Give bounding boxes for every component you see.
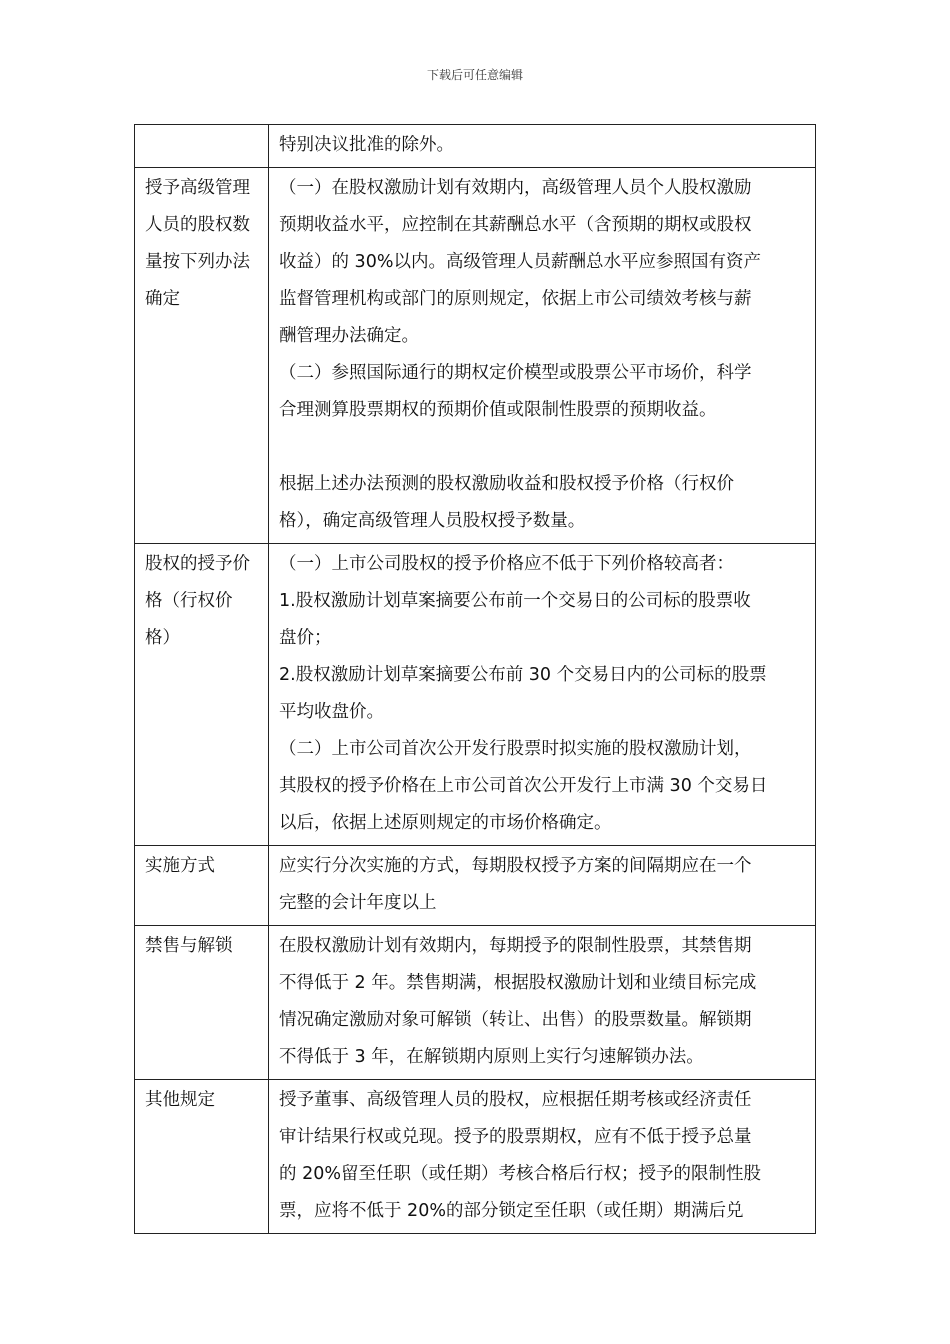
text-line: （一）在股权激励计划有效期内，高级管理人员个人股权激励	[279, 178, 752, 198]
label-line: 人员的股权数	[145, 215, 250, 235]
text-line: 情况确定激励对象可解锁（转让、出售）的股票数量。解锁期	[279, 1010, 752, 1030]
text-line: 盘价；	[279, 628, 332, 648]
row-content	[269, 926, 816, 1080]
row-content	[269, 1080, 816, 1234]
text-line: 的 20%留至任职（或任期）考核合格后行权；授予的限制性股	[279, 1164, 761, 1184]
text-line: （二）参照国际通行的期权定价模型或股票公平市场价，科学	[279, 363, 752, 383]
page-header: 下载后可任意编辑	[426, 68, 523, 82]
label-line: 禁售与解锁	[145, 936, 233, 956]
label-line: 授予高级管理	[145, 178, 250, 198]
table-row	[135, 846, 816, 926]
text-line: （二）上市公司首次公开发行股票时拟实施的股权激励计划，	[279, 739, 752, 759]
text-line: 根据上述办法预测的股权激励收益和股权授予价格（行权价	[279, 474, 734, 494]
table-row	[135, 926, 816, 1080]
row-content	[269, 125, 816, 168]
row-label	[135, 1080, 269, 1234]
row-label	[135, 544, 269, 846]
text-line: 其股权的授予价格在上市公司首次公开发行上市满 30 个交易日	[279, 776, 768, 796]
text-line: 1.股权激励计划草案摘要公布前一个交易日的公司标的股票收	[279, 591, 751, 611]
text-line: 特别决议批准的除外。	[279, 135, 454, 155]
label-line: 量按下列办法	[145, 252, 250, 272]
text-line: （一）上市公司股权的授予价格应不低于下列价格较高者：	[279, 554, 734, 574]
row-label	[135, 168, 269, 544]
table-row	[135, 125, 816, 168]
label-line: 格（行权价	[145, 591, 233, 611]
text-line: 格），确定高级管理人员股权授予数量。	[279, 511, 586, 531]
text-line: 监督管理机构或部门的原则规定，依据上市公司绩效考核与薪	[279, 289, 752, 309]
blank-line	[279, 429, 806, 466]
label-line: 股权的授予价	[145, 554, 250, 574]
text-line: 完整的会计年度以上	[279, 893, 437, 913]
text-line: 不得低于 2 年。禁售期满，根据股权激励计划和业绩目标完成	[279, 973, 757, 993]
row-label	[135, 846, 269, 926]
text-line: 平均收盘价。	[279, 702, 384, 722]
row-content	[269, 846, 816, 926]
text-line: 授予董事、高级管理人员的股权，应根据任期考核或经济责任	[279, 1090, 752, 1110]
text-line: 合理测算股票期权的预期价值或限制性股票的预期收益。	[279, 400, 717, 420]
row-content	[269, 544, 816, 846]
text-line: 应实行分次实施的方式，每期股权授予方案的间隔期应在一个	[279, 856, 752, 876]
text-line: 在股权激励计划有效期内，每期授予的限制性股票，其禁售期	[279, 936, 752, 956]
text-line: 收益）的 30%以内。高级管理人员薪酬总水平应参照国有资产	[279, 252, 761, 272]
text-line: 预期收益水平，应控制在其薪酬总水平（含预期的期权或股权	[279, 215, 752, 235]
label-line: 其他规定	[145, 1090, 215, 1110]
text-line: 酬管理办法确定。	[279, 326, 419, 346]
row-label	[135, 926, 269, 1080]
text-line: 审计结果行权或兑现。授予的股票期权，应有不低于授予总量	[279, 1127, 752, 1147]
table-row	[135, 168, 816, 544]
table-row	[135, 544, 816, 846]
label-line: 格）	[145, 628, 180, 648]
row-content	[269, 168, 816, 544]
text-line: 2.股权激励计划草案摘要公布前 30 个交易日内的公司标的股票	[279, 665, 767, 685]
table-row	[135, 1080, 816, 1234]
text-line: 不得低于 3 年，在解锁期内原则上实行匀速解锁办法。	[279, 1047, 704, 1067]
row-label	[135, 125, 269, 168]
text-line: 票，应将不低于 20%的部分锁定至任职（或任期）期满后兑	[279, 1201, 744, 1221]
text-line: 以后，依据上述原则规定的市场价格确定。	[279, 813, 612, 833]
label-line: 实施方式	[145, 856, 215, 876]
policy-table	[134, 124, 816, 1234]
label-line: 确定	[145, 289, 180, 309]
